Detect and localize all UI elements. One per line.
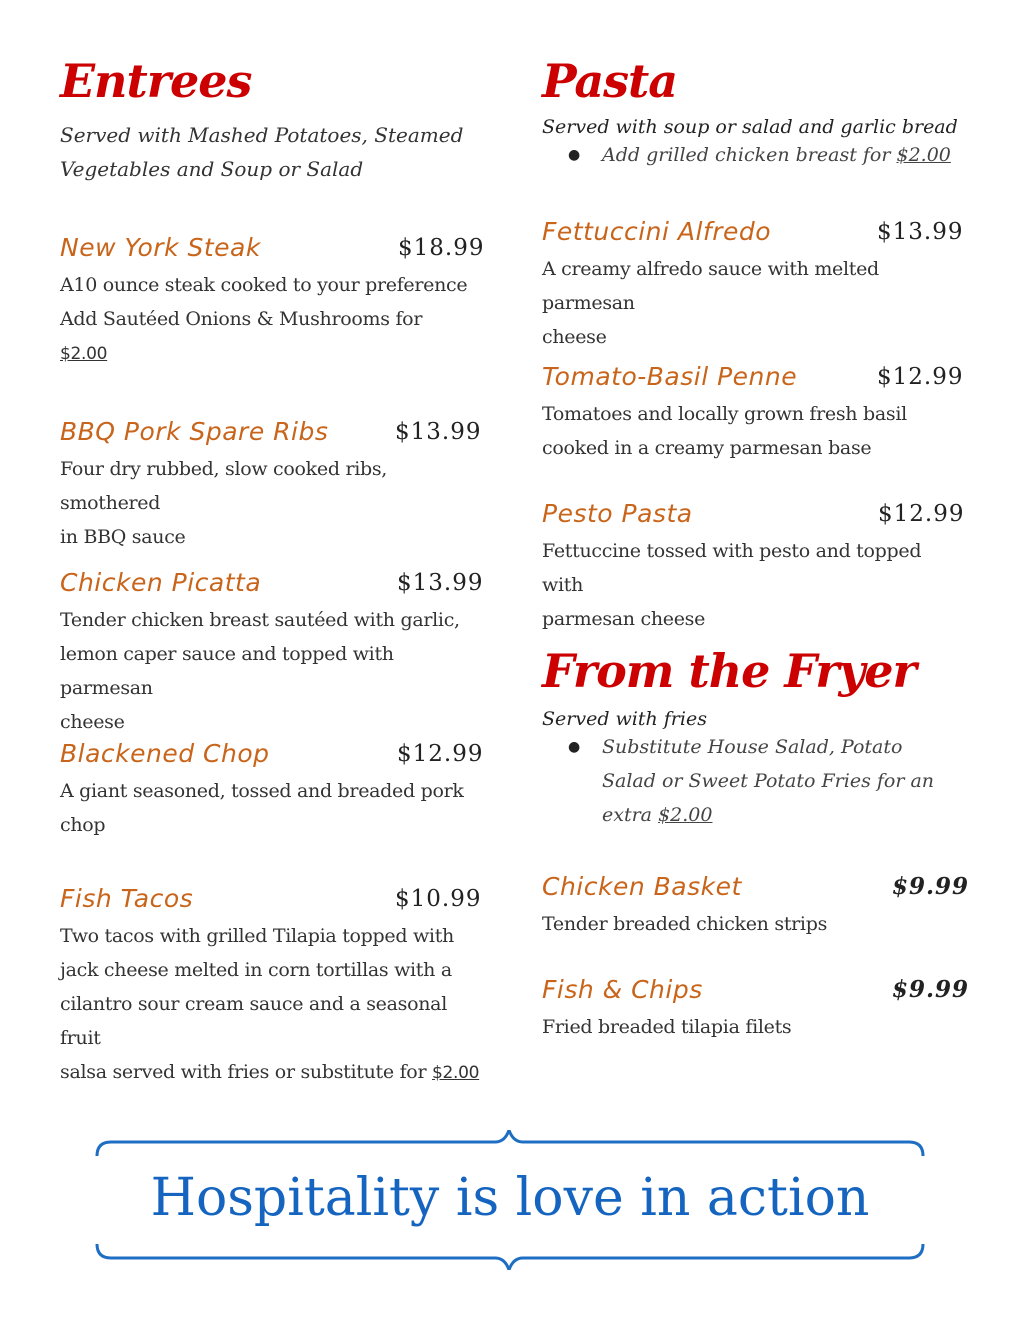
bullet-text: extra xyxy=(602,804,653,826)
desc-line: chop xyxy=(60,814,106,836)
item-name: Pesto Pasta xyxy=(542,499,693,528)
entrees-subtitle-line-2: Vegetables and Soup or Salad xyxy=(60,157,364,181)
upcharge-price: $2.00 xyxy=(431,1063,480,1083)
item-price: $18.99 xyxy=(398,235,485,261)
bullet-dot-icon: ● xyxy=(568,147,581,163)
item-price: $13.99 xyxy=(395,419,482,445)
item-price: $12.99 xyxy=(397,741,484,767)
item-price: $9.99 xyxy=(892,873,970,900)
menu-item-bbq-pork-spare-ribs xyxy=(60,416,485,554)
bullet-text: Substitute House Salad, Potato xyxy=(602,736,903,758)
desc-line: Tender chicken breast sautéed with garlic, xyxy=(60,609,460,631)
bullet-text: Add grilled chicken breast for xyxy=(602,144,891,166)
menu-item-fettuccini-alfredo xyxy=(542,216,967,354)
desc-line: Add Sautéed Onions & Mushrooms for xyxy=(60,308,423,330)
menu-item-fish-and-chips xyxy=(542,974,970,1044)
desc-line: Tender breaded chicken strips xyxy=(542,913,828,935)
item-name: Fish & Chips xyxy=(542,975,703,1004)
item-name: Fish Tacos xyxy=(60,884,194,913)
item-description xyxy=(542,907,967,941)
item-name: Tomato-Basil Penne xyxy=(542,362,798,391)
bullet-text: Salad or Sweet Potato Fries for an xyxy=(602,770,935,792)
desc-line: Two tacos with grilled Tilapia topped with xyxy=(60,925,454,947)
desc-line: cheese xyxy=(60,711,125,733)
fryer-bullet xyxy=(568,730,935,832)
item-description xyxy=(542,252,967,354)
item-name: BBQ Pork Spare Ribs xyxy=(60,417,329,446)
desc-line: Fried breaded tilapia filets xyxy=(542,1016,792,1038)
item-description xyxy=(60,268,485,371)
desc-line: cilantro sour cream sauce and a seasonal fruit xyxy=(60,993,447,1049)
menu-item-chicken-picatta xyxy=(60,567,485,739)
item-description xyxy=(542,397,967,465)
desc-line: parmesan cheese xyxy=(542,608,706,630)
desc-line: Four dry rubbed, slow cooked ribs, smothered xyxy=(60,458,388,514)
item-name: Fettuccini Alfredo xyxy=(542,217,772,246)
item-name: Blackened Chop xyxy=(60,739,270,768)
item-price: $10.99 xyxy=(395,886,482,912)
item-price: $12.99 xyxy=(877,364,964,390)
desc-line: cheese xyxy=(542,326,607,348)
desc-line: in BBQ sauce xyxy=(60,526,186,548)
item-description xyxy=(60,774,485,842)
fryer-title: From the Fryer xyxy=(542,644,916,698)
bullet-dot-icon: ● xyxy=(568,739,581,755)
menu-item-fish-tacos xyxy=(60,883,485,1090)
item-name: New York Steak xyxy=(60,233,261,262)
item-price: $13.99 xyxy=(397,570,484,596)
menu-item-chicken-basket xyxy=(542,871,970,941)
item-description xyxy=(60,603,485,739)
desc-line: A giant seasoned, tossed and breaded pork xyxy=(60,780,464,802)
item-description xyxy=(60,919,485,1090)
entrees-subtitle-line-1: Served with Mashed Potatoes, Steamed xyxy=(60,123,464,147)
pasta-bullet xyxy=(568,138,951,172)
desc-line: jack cheese melted in corn tortillas with a xyxy=(60,959,452,981)
tagline-banner xyxy=(95,1130,925,1270)
desc-line: A creamy alfredo sauce with melted parmesan xyxy=(542,258,879,314)
desc-line: Tomatoes and locally grown fresh basil xyxy=(542,403,907,425)
pasta-title: Pasta xyxy=(542,54,678,108)
desc-line: Fettuccine tossed with pesto and topped with xyxy=(542,540,922,596)
desc-line: A10 ounce steak cooked to your preference xyxy=(60,274,468,296)
item-price: $12.99 xyxy=(878,501,965,527)
upcharge-price: $2.00 xyxy=(658,804,713,826)
entrees-title: Entrees xyxy=(60,54,252,108)
item-description xyxy=(60,452,485,554)
upcharge-price: $2.00 xyxy=(896,144,951,166)
item-price: $9.99 xyxy=(892,976,970,1003)
desc-line: cooked in a creamy parmesan base xyxy=(542,437,872,459)
tagline-text: Hospitality is love in action xyxy=(150,1168,870,1228)
item-description xyxy=(542,1010,967,1044)
item-name: Chicken Picatta xyxy=(60,568,262,597)
item-price: $13.99 xyxy=(877,219,964,245)
menu-item-pesto-pasta xyxy=(542,498,967,636)
menu-item-blackened-chop xyxy=(60,738,485,842)
menu-item-tomato-basil-penne xyxy=(542,361,967,465)
desc-line: salsa served with fries or substitute for xyxy=(60,1061,427,1083)
upcharge-price: $2.00 xyxy=(60,344,108,364)
pasta-subtitle: Served with soup or salad and garlic bread xyxy=(542,116,958,138)
item-description xyxy=(542,534,967,636)
item-name: Chicken Basket xyxy=(542,872,742,901)
menu-item-new-york-steak xyxy=(60,232,485,371)
desc-line: lemon caper sauce and topped with parmesan xyxy=(60,643,394,699)
fryer-subtitle: Served with fries xyxy=(542,708,707,730)
